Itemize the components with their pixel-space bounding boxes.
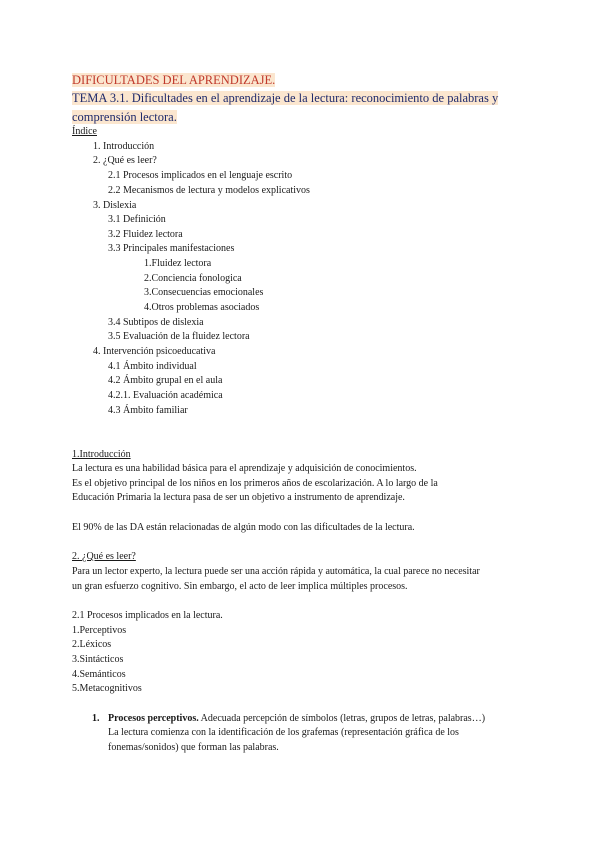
perceptivos-number: 1.: [92, 713, 100, 724]
index-item: 3.1 Definición: [108, 214, 166, 225]
leer-line: un gran esfuerzo cognitivo. Sin embargo, el acto de leer implica múltiples procesos.: [72, 581, 408, 592]
perceptivos-line2: La lectura comienza con la identificación de los grafemas (representación gráfica de los: [108, 727, 459, 738]
perceptivos-line3: fonemas/sonidos) que forman las palabras.: [108, 742, 279, 753]
index-item: 3.4 Subtipos de dislexia: [108, 317, 204, 328]
procesos-heading: 2.1 Procesos implicados en la lectura.: [72, 610, 223, 621]
procesos-item: 2.Léxicos: [72, 639, 112, 650]
intro-stat: El 90% de las DA están relacionadas de algún modo con las dificultades de la lectura.: [72, 522, 415, 533]
index-item: 2.2 Mecanismos de lectura y modelos explicativos: [108, 185, 310, 196]
leer-line: Para un lector experto, la lectura puede ser una acción rápida y automática, la cual parece no necesitar: [72, 566, 480, 577]
perceptivos-bold: Procesos perceptivos.: [108, 713, 199, 724]
index-item: 1. Introducción: [93, 141, 155, 152]
perceptivos-line1-rest: Adecuada percepción de símbolos (letras, grupos de letras, palabras…): [198, 713, 486, 724]
document-title: DIFICULTADES DEL APRENDIZAJE.: [72, 73, 276, 87]
index-item: 3.5 Evaluación de la fluidez lectora: [108, 331, 250, 342]
index-item: 4. Intervención psicoeducativa: [93, 346, 216, 357]
procesos-item: 4.Semánticos: [72, 669, 126, 680]
intro-line: Es el objetivo principal de los niños en los primeros años de escolarización. A lo largo de la: [72, 478, 438, 489]
index-item: 3. Dislexia: [93, 200, 137, 211]
leer-heading: 2. ¿Qué es leer?: [72, 551, 136, 562]
index-item: 2.1 Procesos implicados en el lenguaje escrito: [108, 170, 293, 181]
intro-line: Educación Primaria la lectura pasa de ser un objetivo a instrumento de aprendizaje.: [72, 492, 405, 503]
index-item: 4.3 Ámbito familiar: [108, 405, 188, 416]
index-item: 4.2.1. Evaluación académica: [108, 390, 223, 401]
index-item: 2. ¿Qué es leer?: [93, 155, 157, 166]
intro-line: La lectura es una habilidad básica para el aprendizaje y adquisición de conocimientos.: [72, 463, 417, 474]
index-item: 3.2 Fluidez lectora: [108, 229, 183, 240]
procesos-item: 3.Sintácticos: [72, 654, 124, 665]
index-item: 1.Fluidez lectora: [144, 258, 212, 269]
procesos-item: 1.Perceptivos: [72, 625, 127, 636]
index-item: 4.2 Ámbito grupal en el aula: [108, 375, 223, 386]
intro-heading: 1.Introducción: [72, 449, 131, 460]
procesos-item: 5.Metacognitivos: [72, 683, 142, 694]
index-item: 2.Conciencia fonologica: [144, 273, 242, 284]
perceptivos-line1: [108, 712, 485, 725]
index-item: 4.1 Ámbito individual: [108, 361, 197, 372]
index-item: 3.Consecuencias emocionales: [144, 287, 264, 298]
index-heading: Índice: [72, 126, 97, 137]
index-item: 3.3 Principales manifestaciones: [108, 243, 235, 254]
index-item: 4.Otros problemas asociados: [144, 302, 260, 313]
topic-title: TEMA 3.1. Dificultades en el aprendizaje de la lectura: reconocimiento de palabras y comprensión lectora.: [72, 91, 499, 124]
